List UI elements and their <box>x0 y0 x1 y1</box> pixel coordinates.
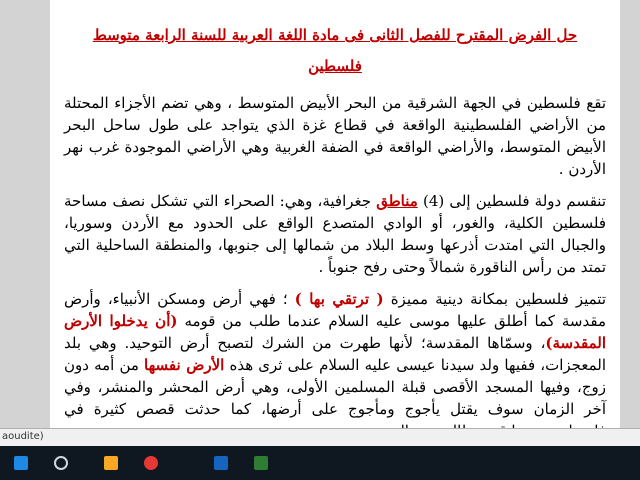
p3-highlight-3: الأرض نفسها <box>144 356 225 374</box>
p3-text-b: ؛ فهي أرض ومسكن الأنبياء، وأرض مقدسة كما أطلق عليها موسى عليه السلام عندما طلب من قومه <box>64 290 607 330</box>
word-icon[interactable] <box>214 456 228 470</box>
title-line-1: حل الفرض المقترح للفصل الثانى فى مادة اللغة العربية للسنة الرابعة متوسط <box>92 26 578 44</box>
paragraph-1: تقع فلسطين في الجهة الشرقية من البحر الأبيض المتوسط ، وهي تضم الأجزاء المحتلة من الأراضي الفلسطينية الواقعة في قطاع غزة الذي يتواجد على طول ساحل البحر الأبيض المتوسط، والأراضي الواقعة في الضفة الغربية وهي الأراضي الموجودة غرب نهر الأردن . <box>64 94 606 178</box>
p3-text-a: تتميز فلسطين بمكانة دينية مميزة <box>383 290 606 308</box>
title-line-2: فلسطين <box>308 57 362 75</box>
status-text: aoudite) <box>2 431 44 442</box>
p3-highlight-2: (أن يدخلوا الأرض المقدسة) <box>64 312 606 352</box>
taskbar <box>0 446 640 480</box>
paragraph-3 <box>64 288 606 442</box>
search-icon[interactable] <box>54 456 68 470</box>
document-body[interactable] <box>50 20 620 442</box>
paragraph-2 <box>64 190 606 278</box>
document-page[interactable] <box>50 0 620 428</box>
doc-title <box>64 20 606 82</box>
left-gutter <box>0 0 50 428</box>
browser-icon[interactable] <box>144 456 158 470</box>
p3-text-d: من أمه دون زوج، وفيها المسجد الأقصى قبلة المسلمين الأولى، وهي أرض المحشر والمنشر، وفي آخر الزمان سوف يقتل يأجوج ومأجوج على أرضها، كما حدثت قصص كثيرة في <box>64 356 606 418</box>
p2-highlight: مناطق <box>376 192 418 210</box>
p3-highlight-1: ( ترتقي بها ) <box>294 290 384 308</box>
excel-icon[interactable] <box>254 456 268 470</box>
right-gutter <box>620 0 640 428</box>
p2-text-a: تنقسم دولة فلسطين إلى (4) <box>417 192 607 210</box>
status-bar <box>0 428 640 447</box>
p2-text-b: جغرافية، وهي: الصحراء التي تشكل نصف مساحة فلسطين الكلية، والغور، أو الوادي المتصدع الواقع على الحدود مع الأردن وسوريا، والجبال التي امتدت أذرعها وسط البلاد من شمالها إلى جنوبها، والمنطقة الساحلية التي تمتد من رأس الناقورة شمالاً وحتى رفح جنوباً . <box>64 192 606 276</box>
folder-icon[interactable] <box>104 456 118 470</box>
p3-text-c: ، وسمّاها المقدسة؛ لأنها طهرت من الشرك لتصبح أرض التوحيد. وهي بلد المعجزات، ففيها ولد سيدنا عيسى عليه السلام على ثرى هذه <box>64 334 606 374</box>
start-icon[interactable] <box>14 456 28 470</box>
